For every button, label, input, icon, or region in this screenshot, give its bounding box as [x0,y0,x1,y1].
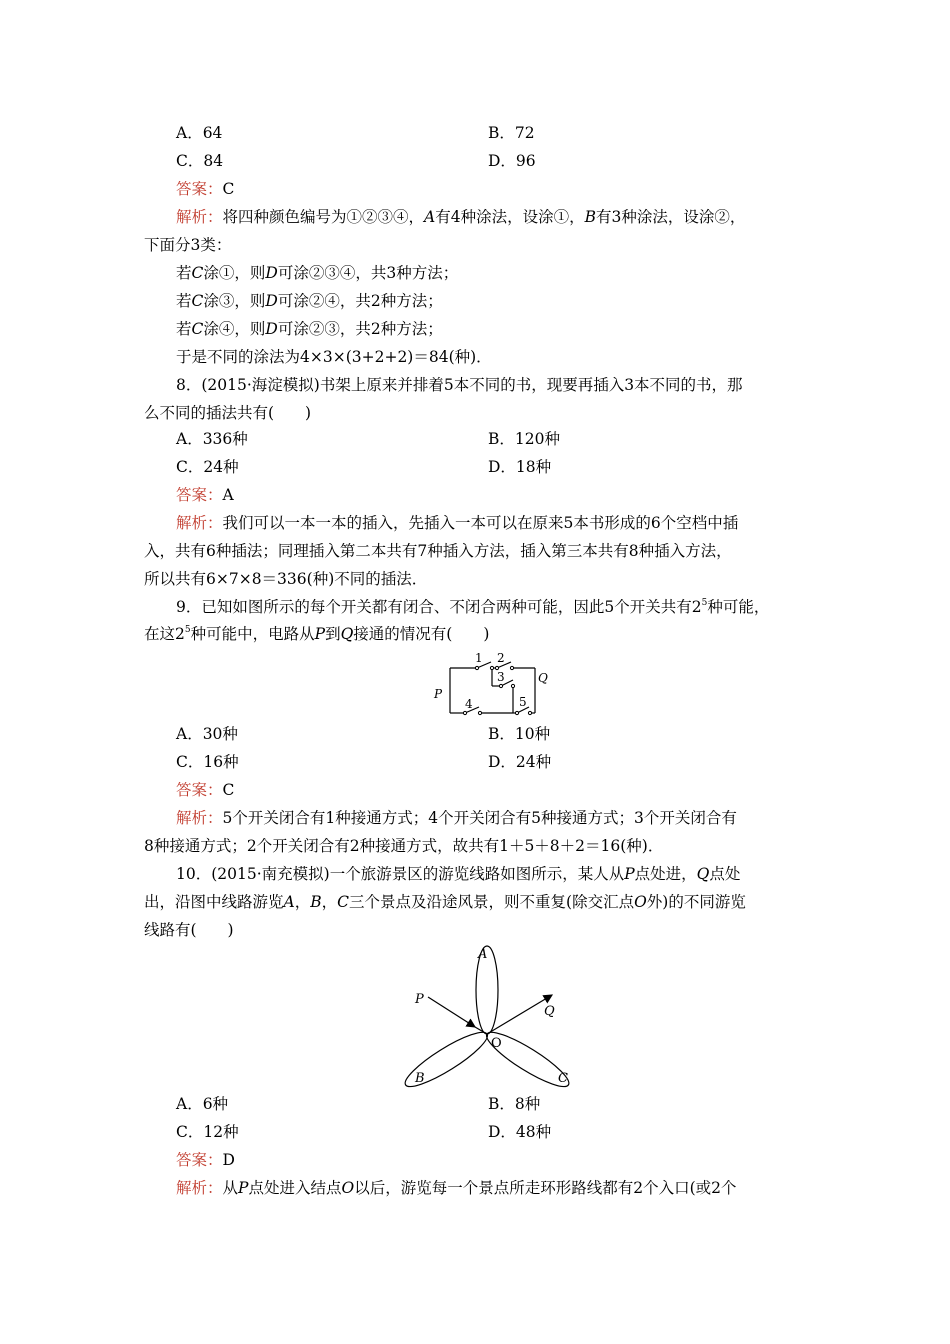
q7-analysis-line-1: 解析：将四种颜色编号为①②③④，A有4种涂法，设涂①，B有3种涂法，设涂②， [176,208,746,226]
q9-stem-line-1: 9．已知如图所示的每个开关都有闭合、不闭合两种可能，因此5个开关共有$2^5$种可能， [176,598,770,616]
q10-option-c: C．12种 [176,1123,239,1141]
path-p-in [428,997,475,1027]
switch-2-label: 2 [497,651,505,665]
q7-option-a: A．64 [176,124,223,142]
q7-case-2: 若C涂③，则D可涂②④，共2种方法； [176,292,443,310]
q9-analysis-line-2: 8种接通方式；2个开关闭合有2种接通方式，故共有1＋5＋8＋2＝16(种)． [144,837,664,855]
analysis-label: 解析： [176,514,223,532]
q9-option-a: A．30种 [176,725,238,743]
loop-b [400,1025,493,1090]
q7-option-b: B．72 [488,124,535,142]
q10-option-b: B．8种 [488,1095,541,1113]
switch-5-label: 5 [519,695,527,709]
q8-stem-line-1: 8．(2015·海淀模拟)书架上原来并排着5本不同的书，现要再插入3本不同的书，那 [176,376,743,394]
point-a-label: A [478,947,488,962]
q7-analysis-line-2: 下面分3类： [144,236,232,254]
answer-label: 答案： [176,1151,223,1169]
analysis-label: 解析： [176,208,223,226]
q10-stem-line-1: 10．(2015·南充模拟)一个旅游景区的游览线路如图所示，某人从P点处进，Q点处 [176,865,741,883]
answer-label: 答案： [176,781,223,799]
q8-option-b: B．120种 [488,430,560,448]
analysis-label: 解析： [176,1179,223,1197]
q9-stem-line-2: 在这$2^5$种可能中，电路从P到Q接通的情况有( ) [144,625,490,643]
q10-option-d: D．48种 [488,1123,552,1141]
q8-option-c: C．24种 [176,458,239,476]
point-b-label: B [415,1071,425,1086]
q9-option-b: B．10种 [488,725,551,743]
q10-stem-line-3: 线路有( ) [144,921,234,939]
q9-option-d: D．24种 [488,753,552,771]
q10-option-a: A．6种 [176,1095,229,1113]
switch-1-label: 1 [475,651,483,665]
point-q-label: Q [544,1004,555,1019]
q7-option-d: D．96 [488,152,536,170]
tour-route-diagram [400,945,585,1090]
q10-analysis-line-1: 解析：从P点处进入结点O以后，游览每一个景点所走环形路线都有2个入口(或2个 [176,1179,737,1197]
switch-3-label: 3 [497,670,505,684]
q10-stem-line-2: 出，沿图中线路游览A，B，C三个景点及沿途风景，则不重复(除交汇点O外)的不同游览 [144,893,746,911]
switch-4-label: 4 [465,697,473,711]
q9-answer: 答案：C [176,781,235,799]
q8-answer: 答案：A [176,486,234,504]
q9-option-c: C．16种 [176,753,239,771]
answer-label: 答案： [176,486,223,504]
q8-analysis-line-3: 所以共有6×7×8＝336(种)不同的插法． [144,570,428,588]
point-o-label: O [491,1036,502,1051]
answer-label: 答案： [176,180,223,198]
point-c-label: C [558,1071,568,1086]
q8-option-a: A．336种 [176,430,248,448]
q10-answer: 答案：D [176,1151,235,1169]
analysis-label: 解析： [176,809,223,827]
q8-analysis-line-2: 入，共有6种插法；同理插入第二本共有7种插入方法，插入第三本共有8种插入方法， [144,542,732,560]
q8-option-d: D．18种 [488,458,552,476]
q7-case-3: 若C涂④，则D可涂②③，共2种方法； [176,320,443,338]
q8-analysis-line-1: 解析：我们可以一本一本的插入，先插入一本可以在原来5本书形成的6个空档中插 [176,514,739,532]
q7-case-1: 若C涂①，则D可涂②③④，共3种方法； [176,264,459,282]
point-p-label: P [434,687,443,701]
q7-answer: 答案：C [176,180,235,198]
circuit-diagram [425,650,555,720]
q7-conclusion: 于是不同的涂法为4×3×(3+2+2)＝84(种)． [176,348,492,366]
q7-option-c: C．84 [176,152,224,170]
point-q-label: Q [538,671,548,685]
q9-analysis-line-1: 解析：5个开关闭合有1种接通方式；4个开关闭合有5种接通方式；3个开关闭合有 [176,809,737,827]
q8-stem-line-2: 么不同的插法共有( ) [144,404,312,422]
point-p-label: P [415,992,424,1007]
